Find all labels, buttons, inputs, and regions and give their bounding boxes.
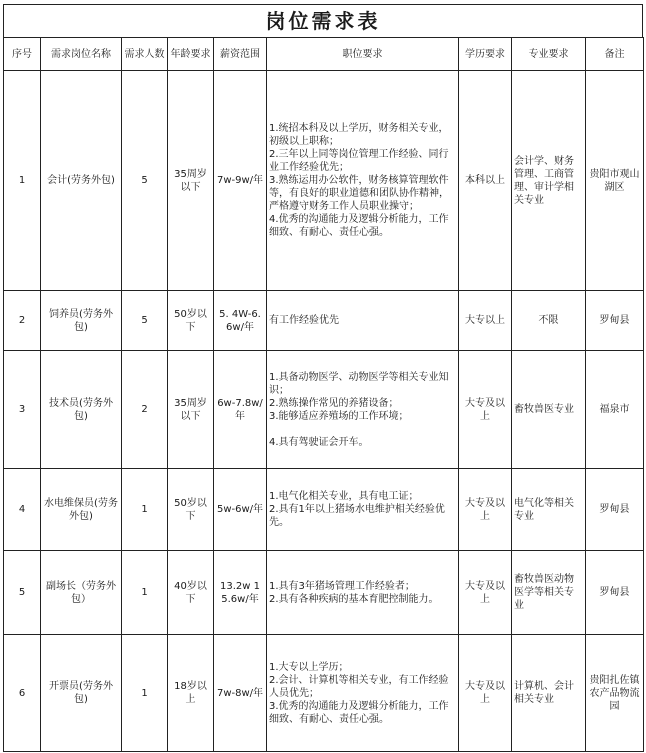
cell-requirements bbox=[267, 551, 459, 635]
requirement-line: 3.优秀的沟通能力及逻辑分析能力，工作细致、有耐心、责任心强。 bbox=[269, 700, 449, 725]
requirement-line: 2.三年以上同等岗位管理工作经验、同行业工作经验优先； bbox=[269, 149, 449, 173]
cell-position: 技术员(劳务外包) bbox=[41, 351, 122, 469]
cell-salary: 5. 4W-6.6w/年 bbox=[214, 291, 267, 351]
cell-position: 饲养员(劳务外包) bbox=[41, 291, 122, 351]
requirement-line: 2.会计、计算机等相关专业，有工作经验人员优先； bbox=[269, 674, 449, 699]
cell-salary: 6w-7.8w/年 bbox=[214, 351, 267, 469]
cell-note: 贵阳扎佐镇农产品物流园 bbox=[586, 635, 644, 752]
cell-education: 大专及以上 bbox=[459, 469, 512, 551]
header-position: 需求岗位名称 bbox=[41, 38, 122, 71]
cell-education: 大专及以上 bbox=[459, 351, 512, 469]
cell-education: 大专以上 bbox=[459, 291, 512, 351]
requirement-line: 3.能够适应养殖场的工作环境； bbox=[269, 410, 409, 422]
requirement-line: 1.电气化相关专业，具有电工证； bbox=[269, 491, 419, 502]
requirement-line: 4.优秀的沟通能力及逻辑分析能力，工作细致、有耐心、责任心强。 bbox=[269, 214, 449, 238]
cell-count: 1 bbox=[122, 551, 168, 635]
requirement-line: 4.具有驾驶证会开车。 bbox=[269, 436, 369, 448]
cell-count: 2 bbox=[122, 351, 168, 469]
table-row bbox=[4, 551, 644, 635]
header-salary: 薪资范围 bbox=[214, 38, 267, 71]
cell-requirements bbox=[267, 291, 459, 351]
requirement-line: 2.具有各种疾病的基本育肥控制能力。 bbox=[269, 593, 439, 605]
requirement-line: 2.具有1年以上猪场水电维护相关经验优先。 bbox=[269, 504, 445, 528]
cell-age: 50岁以下 bbox=[168, 469, 214, 551]
requirement-line: 1.统招本科及以上学历，财务相关专业，初级以上职称； bbox=[269, 123, 449, 147]
cell-note: 罗甸县 bbox=[586, 469, 644, 551]
cell-age: 50岁以下 bbox=[168, 291, 214, 351]
table-row bbox=[4, 469, 644, 551]
cell-major: 电气化等相关专业 bbox=[512, 469, 586, 551]
cell-major: 会计学、财务管理、工商管理、审计学相关专业 bbox=[512, 71, 586, 291]
header-no: 序号 bbox=[4, 38, 41, 71]
header-age: 年龄要求 bbox=[168, 38, 214, 71]
cell-no: 5 bbox=[4, 551, 41, 635]
cell-age: 18岁以上 bbox=[168, 635, 214, 752]
cell-age: 40岁以下 bbox=[168, 551, 214, 635]
requirement-spacer bbox=[269, 423, 456, 436]
cell-note: 罗甸县 bbox=[586, 291, 644, 351]
cell-salary: 7w-9w/年 bbox=[214, 71, 267, 291]
cell-note: 罗甸县 bbox=[586, 551, 644, 635]
table-row bbox=[4, 351, 644, 469]
job-requirements-table bbox=[3, 37, 644, 752]
cell-education: 大专及以上 bbox=[459, 551, 512, 635]
cell-position: 水电维保员(劳务外包) bbox=[41, 469, 122, 551]
cell-salary: 7w-8w/年 bbox=[214, 635, 267, 752]
cell-note: 贵阳市观山湖区 bbox=[586, 71, 644, 291]
requirement-line: 1.具备动物医学、动物医学等相关专业知识； bbox=[269, 371, 449, 396]
cell-position: 会计(劳务外包) bbox=[41, 71, 122, 291]
cell-no: 2 bbox=[4, 291, 41, 351]
cell-salary: 13.2w 15.6w/年 bbox=[214, 551, 267, 635]
table-header-row bbox=[4, 38, 644, 71]
cell-no: 3 bbox=[4, 351, 41, 469]
requirement-line: 3.熟练运用办公软件，财务核算管理软件等，有良好的职业道德和团队协作精神，严格遵守财务工作人员职业操守； bbox=[269, 175, 449, 212]
table-row bbox=[4, 71, 644, 291]
cell-requirements bbox=[267, 351, 459, 469]
cell-count: 5 bbox=[122, 291, 168, 351]
cell-salary: 5w-6w/年 bbox=[214, 469, 267, 551]
cell-age: 35周岁以下 bbox=[168, 71, 214, 291]
cell-major: 计算机、会计相关专业 bbox=[512, 635, 586, 752]
cell-count: 1 bbox=[122, 635, 168, 752]
cell-no: 4 bbox=[4, 469, 41, 551]
header-requirements: 职位要求 bbox=[267, 38, 459, 71]
cell-note: 福泉市 bbox=[586, 351, 644, 469]
cell-requirements bbox=[267, 71, 459, 291]
cell-position: 副场长（劳务外包） bbox=[41, 551, 122, 635]
requirement-line: 1.具有3年猪场管理工作经验者； bbox=[269, 580, 415, 592]
cell-age: 35周岁以下 bbox=[168, 351, 214, 469]
cell-requirements bbox=[267, 635, 459, 752]
table-row bbox=[4, 635, 644, 752]
header-note: 备注 bbox=[586, 38, 644, 71]
cell-requirements bbox=[267, 469, 459, 551]
cell-count: 1 bbox=[122, 469, 168, 551]
cell-major: 畜牧兽医专业 bbox=[512, 351, 586, 469]
cell-education: 本科以上 bbox=[459, 71, 512, 291]
cell-major: 不限 bbox=[512, 291, 586, 351]
cell-education: 大专及以上 bbox=[459, 635, 512, 752]
requirement-line: 有工作经验优先 bbox=[269, 315, 339, 326]
cell-no: 1 bbox=[4, 71, 41, 291]
cell-position: 开票员(劳务外包) bbox=[41, 635, 122, 752]
header-count: 需求人数 bbox=[122, 38, 168, 71]
cell-count: 5 bbox=[122, 71, 168, 291]
header-major: 专业要求 bbox=[512, 38, 586, 71]
cell-major: 畜牧兽医动物医学等相关专业 bbox=[512, 551, 586, 635]
table-row bbox=[4, 291, 644, 351]
requirement-line: 1.大专以上学历； bbox=[269, 661, 349, 673]
requirement-line: 2.熟练操作常见的养猪设备； bbox=[269, 397, 399, 409]
cell-no: 6 bbox=[4, 635, 41, 752]
document-title: 岗位需求表 bbox=[3, 4, 643, 37]
header-education: 学历要求 bbox=[459, 38, 512, 71]
